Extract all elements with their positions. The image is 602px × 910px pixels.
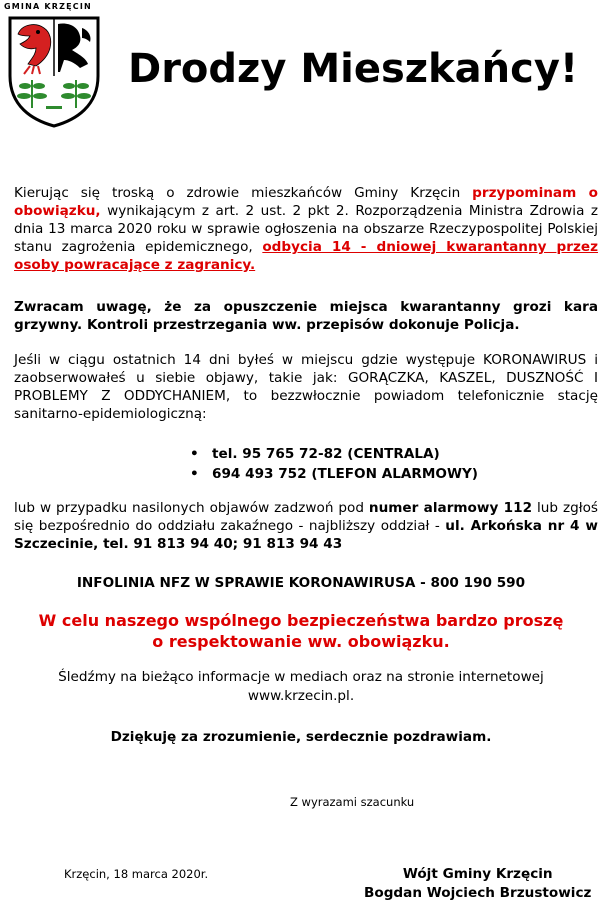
signature <box>364 865 591 903</box>
regards-text: Z wyrazami szacunku <box>290 795 415 809</box>
intro-text: Kierując się troską o zdrowie mieszkańców Gminy Krzęcin <box>14 185 473 201</box>
emergency-paragraph <box>14 499 598 553</box>
signature-name: Bogdan Wojciech Brzustowicz <box>364 885 592 901</box>
signature-role: Wójt Gminy Krzęcin <box>402 866 553 882</box>
phone-list <box>190 444 478 484</box>
intro-paragraph <box>14 184 598 274</box>
thanks-text: Dziękuję za zrozumienie, serdecznie pozdrawiam. <box>110 729 492 745</box>
website-link: www.krzecin.pl. <box>247 688 355 704</box>
gmina-label: GMINA KRZĘCIN <box>4 2 92 11</box>
quarantine-text: odbycia 14 - dniowej kwarantanny przez osoby powracające z zagranicy. <box>14 239 599 273</box>
crest-icon <box>6 14 102 128</box>
appeal-line-1: W celu naszego wspólnego bezpieczeństwa bardzo proszę <box>38 611 564 630</box>
follow-text <box>0 668 602 706</box>
alarm-number: numer alarmowy 112 <box>368 500 533 516</box>
nfz-hotline: INFOLINIA NFZ W SPRAWIE KORONAWIRUSA - 800 190 590 <box>76 575 526 591</box>
appeal-line-2: o respektowanie ww. obowiązku. <box>152 632 450 651</box>
reminder-text: przypominam o obowiązku, <box>14 185 598 219</box>
appeal-text <box>0 610 602 652</box>
symptoms-paragraph: Jeśli w ciągu ostatnich 14 dni byłeś w miejscu gdzie występuje KORONAWIRUS i zaobserwowałeś u siebie objawy, takie jak: GORĄCZKA, KASZEL, DUSZNOŚĆ I PROBLEMY Z ODDYCHANIEM, to bezzwłocznie powiadom telefonicznie stację sanitarno-epidemiologiczną: <box>14 352 598 422</box>
emergency-text: lub w przypadku nasilonych objawów zadzwoń pod <box>14 500 369 516</box>
penalty-paragraph: Zwracam uwagę, że za opuszczenie miejsca kwarantanny grozi kara grzywny. Kontroli przestrzegania ww. przepisów dokonuje Policja. <box>14 299 598 333</box>
regulation-text: wynikającym z art. 2 ust. 2 pkt 2. Rozporządzenia Ministra Zdrowia z dnia 13 marca 2020 roku w sprawie ogłoszenia na obszarze Rzeczypospolitej Polskiej stanu zagrożenia epidemicznego, <box>14 203 598 255</box>
page-title: Drodzy Mieszkańcy! <box>128 46 579 92</box>
ward-text: lub zgłoś się bezpośrednio do oddziału zakaźnego - najbliższy oddział - <box>14 500 598 534</box>
phone-item-centrala: • tel. 95 765 72-82 (CENTRALA) <box>190 444 478 464</box>
follow-line-1: Śledźmy na bieżąco informacje w mediach oraz na stronie internetowej <box>58 669 544 685</box>
ward-address: ul. Arkońska nr 4 w Szczecinie, tel. 91 813 94 40; 91 813 94 43 <box>14 518 598 552</box>
date-text: Krzęcin, 18 marca 2020r. <box>64 867 209 881</box>
phone-item-alarm: • 694 493 752 (TLEFON ALARMOWY) <box>190 464 478 484</box>
